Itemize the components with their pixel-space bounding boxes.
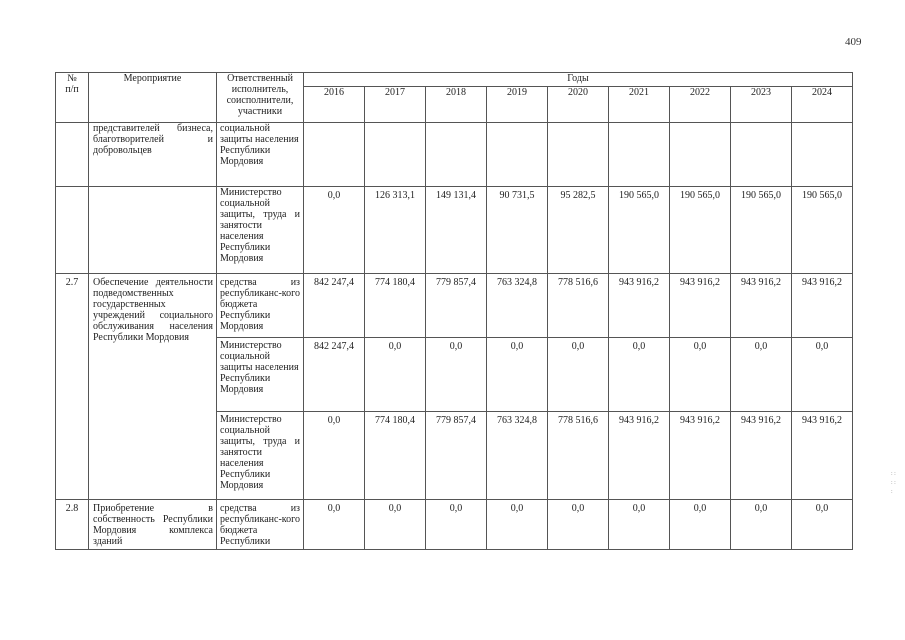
- value-cell: [548, 123, 609, 187]
- value-cell: 779 857,4: [426, 412, 487, 500]
- activity-cell: [89, 500, 217, 550]
- row-num-cell: [56, 187, 89, 274]
- value-cell: 763 324,8: [487, 412, 548, 500]
- value-cell: 842 247,4: [304, 338, 365, 412]
- activity-word: в: [208, 503, 213, 514]
- value-cell: [609, 123, 670, 187]
- activity-cell: [89, 187, 217, 274]
- header-year: 2023: [731, 87, 792, 123]
- value-cell: 774 180,4: [365, 412, 426, 500]
- value-cell: 0,0: [365, 500, 426, 550]
- value-cell: 90 731,5: [487, 187, 548, 274]
- header-year: 2021: [609, 87, 670, 123]
- value-cell: 0,0: [609, 338, 670, 412]
- activity-cell: представителей бизнеса, благотворителей и добровольцев: [89, 123, 217, 187]
- value-cell: 763 324,8: [487, 274, 548, 338]
- value-cell: 943 916,2: [792, 412, 853, 500]
- value-cell: 0,0: [487, 500, 548, 550]
- value-cell: 943 916,2: [609, 412, 670, 500]
- value-cell: 126 313,1: [365, 187, 426, 274]
- value-cell: 774 180,4: [365, 274, 426, 338]
- value-cell: 190 565,0: [609, 187, 670, 274]
- value-cell: 190 565,0: [670, 187, 731, 274]
- header-years-label: Годы: [304, 73, 853, 87]
- value-cell: 842 247,4: [304, 274, 365, 338]
- value-cell: 190 565,0: [792, 187, 853, 274]
- value-cell: 779 857,4: [426, 274, 487, 338]
- header-responsible: Ответственный исполнитель, соисполнители, участники: [217, 73, 304, 123]
- value-cell: 943 916,2: [792, 274, 853, 338]
- value-cell: 0,0: [304, 187, 365, 274]
- row-num-cell: 2.8: [56, 500, 89, 550]
- activity-rest: собственность Республики Мордовия комплекса зданий: [93, 514, 213, 547]
- value-cell: 0,0: [792, 500, 853, 550]
- page-number: 409: [845, 36, 862, 48]
- responsible-word: из: [290, 277, 300, 288]
- value-cell: 0,0: [609, 500, 670, 550]
- scan-margin-marks: : : : : :: [891, 471, 896, 495]
- value-cell: 0,0: [731, 338, 792, 412]
- responsible-word: средства: [220, 503, 257, 514]
- value-cell: [426, 123, 487, 187]
- responsible-word: из: [290, 503, 300, 514]
- value-cell: 943 916,2: [731, 412, 792, 500]
- responsible-rest: республиканс-кого бюджета Республики: [220, 514, 300, 547]
- value-cell: 95 282,5: [548, 187, 609, 274]
- table-row: [56, 187, 853, 274]
- value-cell: 0,0: [304, 500, 365, 550]
- table-row: [56, 123, 853, 187]
- value-cell: 943 916,2: [670, 274, 731, 338]
- value-cell: [731, 123, 792, 187]
- value-cell: 0,0: [304, 412, 365, 500]
- value-cell: 0,0: [487, 338, 548, 412]
- value-cell: [670, 123, 731, 187]
- value-cell: 0,0: [365, 338, 426, 412]
- value-cell: 0,0: [670, 338, 731, 412]
- activity-cell: Обеспечение деятельности подведомственных государственных учреждений социального обслуживания населения Республики Мордовия: [89, 274, 217, 500]
- responsible-cell: Министерство социальной защиты населения Республики Мордовия: [217, 338, 304, 412]
- responsible-cell: [217, 274, 304, 338]
- responsible-cell: Министерство социальной защиты, труда и занятости населения Республики Мордовия: [217, 412, 304, 500]
- value-cell: 0,0: [548, 500, 609, 550]
- activity-first-line: [93, 503, 213, 514]
- table-row: [56, 500, 853, 550]
- table-row: [56, 274, 853, 338]
- row-num-cell: [56, 123, 89, 187]
- responsible-word: средства: [220, 277, 257, 288]
- value-cell: 778 516,6: [548, 274, 609, 338]
- header-num: № п/п: [56, 73, 89, 123]
- value-cell: [792, 123, 853, 187]
- value-cell: [304, 123, 365, 187]
- activity-word: Приобретение: [93, 503, 155, 514]
- row-num-cell: 2.7: [56, 274, 89, 500]
- responsible-rest: республиканс-кого бюджета Республики Мордовия: [220, 288, 300, 332]
- value-cell: 149 131,4: [426, 187, 487, 274]
- responsible-cell: [217, 500, 304, 550]
- header-year: 2019: [487, 87, 548, 123]
- header-year: 2022: [670, 87, 731, 123]
- value-cell: 943 916,2: [609, 274, 670, 338]
- header-year: 2018: [426, 87, 487, 123]
- value-cell: 943 916,2: [731, 274, 792, 338]
- value-cell: [487, 123, 548, 187]
- value-cell: 190 565,0: [731, 187, 792, 274]
- value-cell: [365, 123, 426, 187]
- value-cell: 778 516,6: [548, 412, 609, 500]
- budget-table: [55, 72, 853, 550]
- header-year: 2017: [365, 87, 426, 123]
- value-cell: 0,0: [731, 500, 792, 550]
- value-cell: 0,0: [426, 500, 487, 550]
- value-cell: 0,0: [792, 338, 853, 412]
- value-cell: 0,0: [670, 500, 731, 550]
- responsible-cell: социальной защиты населения Республики Мордовия: [217, 123, 304, 187]
- header-activity: Мероприятие: [89, 73, 217, 123]
- header-year: 2020: [548, 87, 609, 123]
- responsible-first-line: [220, 277, 300, 288]
- header-year: 2016: [304, 87, 365, 123]
- value-cell: 0,0: [426, 338, 487, 412]
- responsible-first-line: [220, 503, 300, 514]
- responsible-cell: Министерство социальной защиты, труда и занятости населения Республики Мордовия: [217, 187, 304, 274]
- value-cell: 943 916,2: [670, 412, 731, 500]
- value-cell: 0,0: [548, 338, 609, 412]
- header-year: 2024: [792, 87, 853, 123]
